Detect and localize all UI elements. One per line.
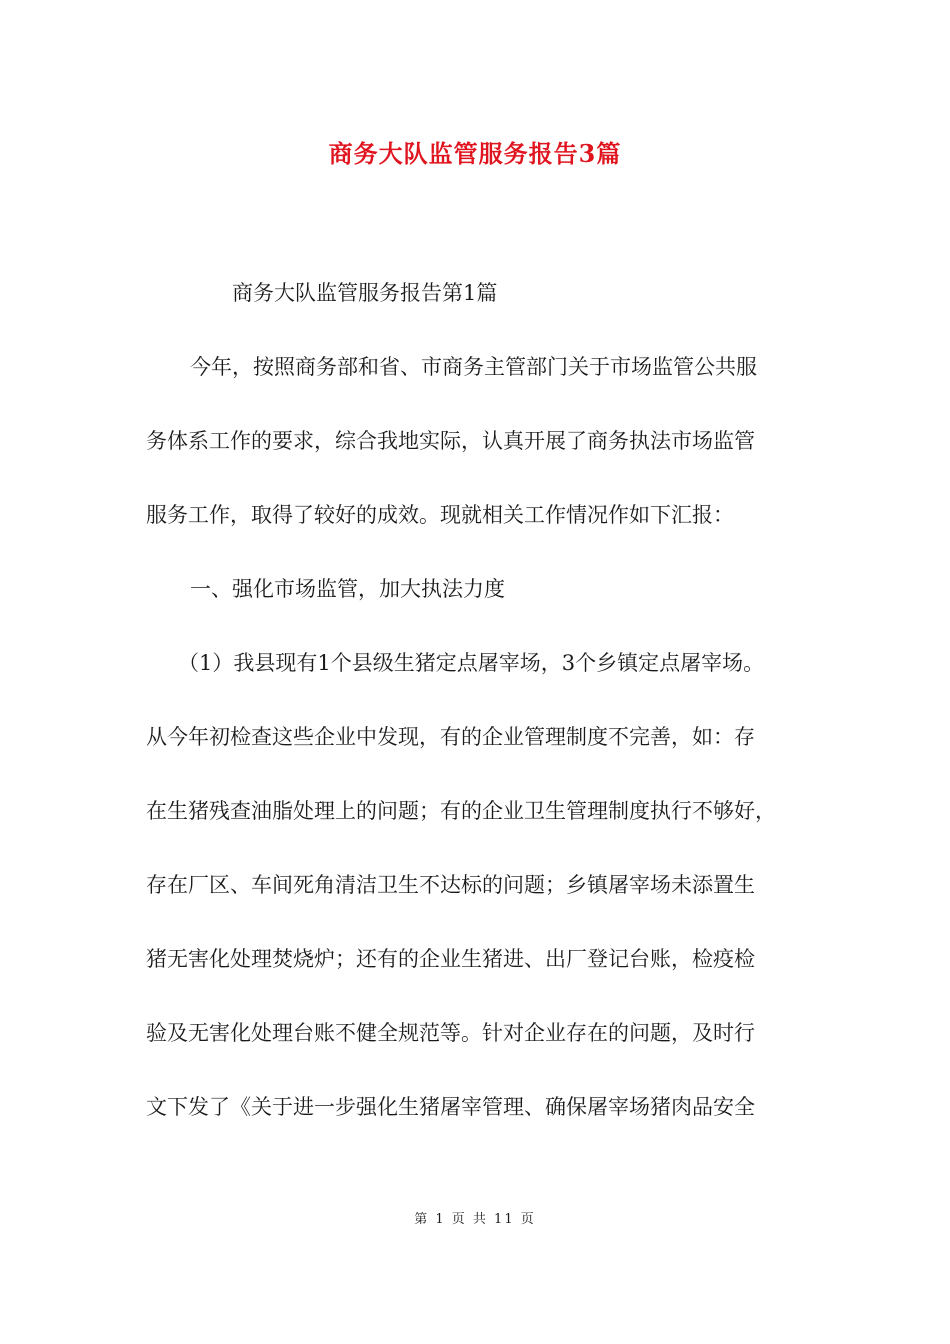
paragraph-line: 在生猪残查油脂处理上的问题；有的企业卫生管理制度执行不够好，	[146, 799, 776, 823]
subtitle: 商务大队监管服务报告第1篇	[232, 281, 498, 305]
paragraph-line: 文下发了《关于进一步强化生猪屠宰管理、确保屠宰场猪肉品安全	[146, 1095, 755, 1119]
section-heading: 一、强化市场监管，加大执法力度	[190, 577, 505, 601]
paragraph-line: 务体系工作的要求，综合我地实际，认真开展了商务执法市场监管	[146, 429, 755, 453]
document-body	[146, 256, 816, 1144]
paragraph-line: （1）我县现有1个县级生猪定点屠宰场，3个乡镇定点屠宰场。	[178, 651, 765, 675]
page-number-footer: 第 1 页 共 11 页	[414, 1212, 536, 1227]
paragraph-line: 存在厂区、车间死角清洁卫生不达标的问题；乡镇屠宰场未添置生	[146, 873, 755, 897]
paragraph-line: 服务工作，取得了较好的成效。现就相关工作情况作如下汇报：	[146, 503, 734, 527]
paragraph-line: 从今年初检查这些企业中发现，有的企业管理制度不完善，如：存	[146, 725, 755, 749]
document-title: 商务大队监管服务报告3篇	[328, 139, 622, 168]
paragraph-line: 验及无害化处理台账不健全规范等。针对企业存在的问题，及时行	[146, 1021, 755, 1045]
paragraph-line: 猪无害化处理焚烧炉；还有的企业生猪进、出厂登记台账，检疫检	[146, 947, 755, 971]
paragraph-line: 今年，按照商务部和省、市商务主管部门关于市场监管公共服	[190, 355, 757, 379]
